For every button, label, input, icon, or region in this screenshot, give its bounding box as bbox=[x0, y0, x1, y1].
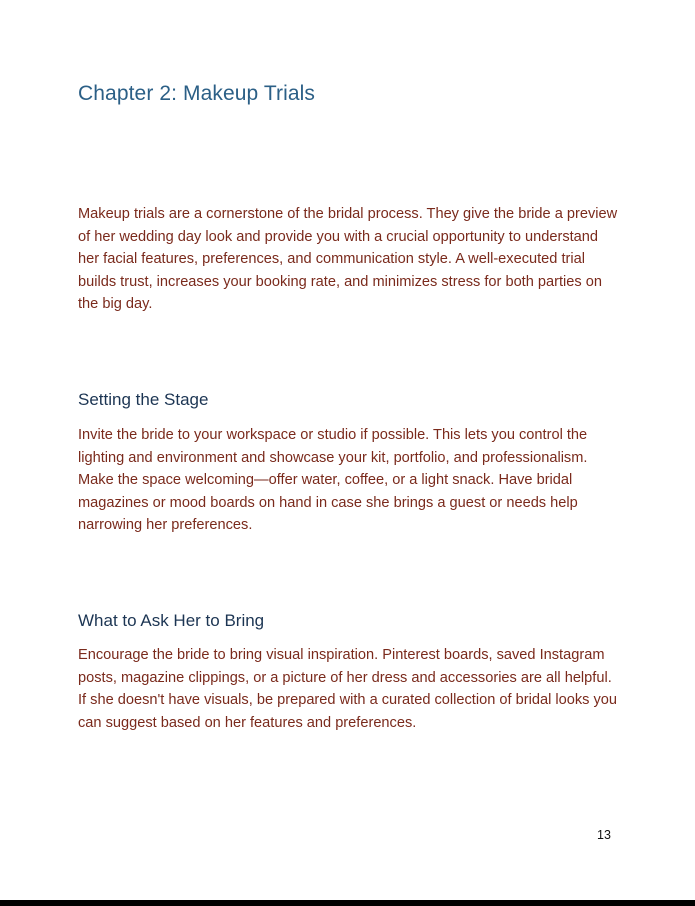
chapter-title: Chapter 2: Makeup Trials bbox=[78, 82, 316, 105]
section-paragraph-what-to-bring: Encourage the bride to bring visual inspiration. Pinterest boards, saved Instagram posts, magazine clippings, or a picture of her dress and accessories are all helpful. If she doesn't have visuals, be prepared with a curated collection of bridal looks you can suggest based on her features and preferences. bbox=[78, 647, 618, 731]
page-bottom-border bbox=[0, 900, 695, 906]
intro-paragraph: Makeup trials are a cornerstone of the bridal process. They give the bride a preview of her wedding day look and provide you with a crucial opportunity to understand her facial features, preferences, and communication style. A well-executed trial builds trust, increases your booking rate, and minimizes stress for both parties on the big day. bbox=[78, 206, 618, 313]
section-heading-what-to-bring: What to Ask Her to Bring bbox=[78, 611, 265, 630]
section-heading-setting-the-stage: Setting the Stage bbox=[78, 390, 209, 409]
page-number: 13 bbox=[597, 828, 611, 842]
section-paragraph-setting-the-stage: Invite the bride to your workspace or studio if possible. This lets you control the lighting and environment and showcase your kit, portfolio, and professionalism. Make the space welcoming—offer water, coffee, or a light snack. Have bridal magazines or mood boards on hand in case she brings a guest or needs help narrowing her preferences. bbox=[78, 427, 588, 534]
